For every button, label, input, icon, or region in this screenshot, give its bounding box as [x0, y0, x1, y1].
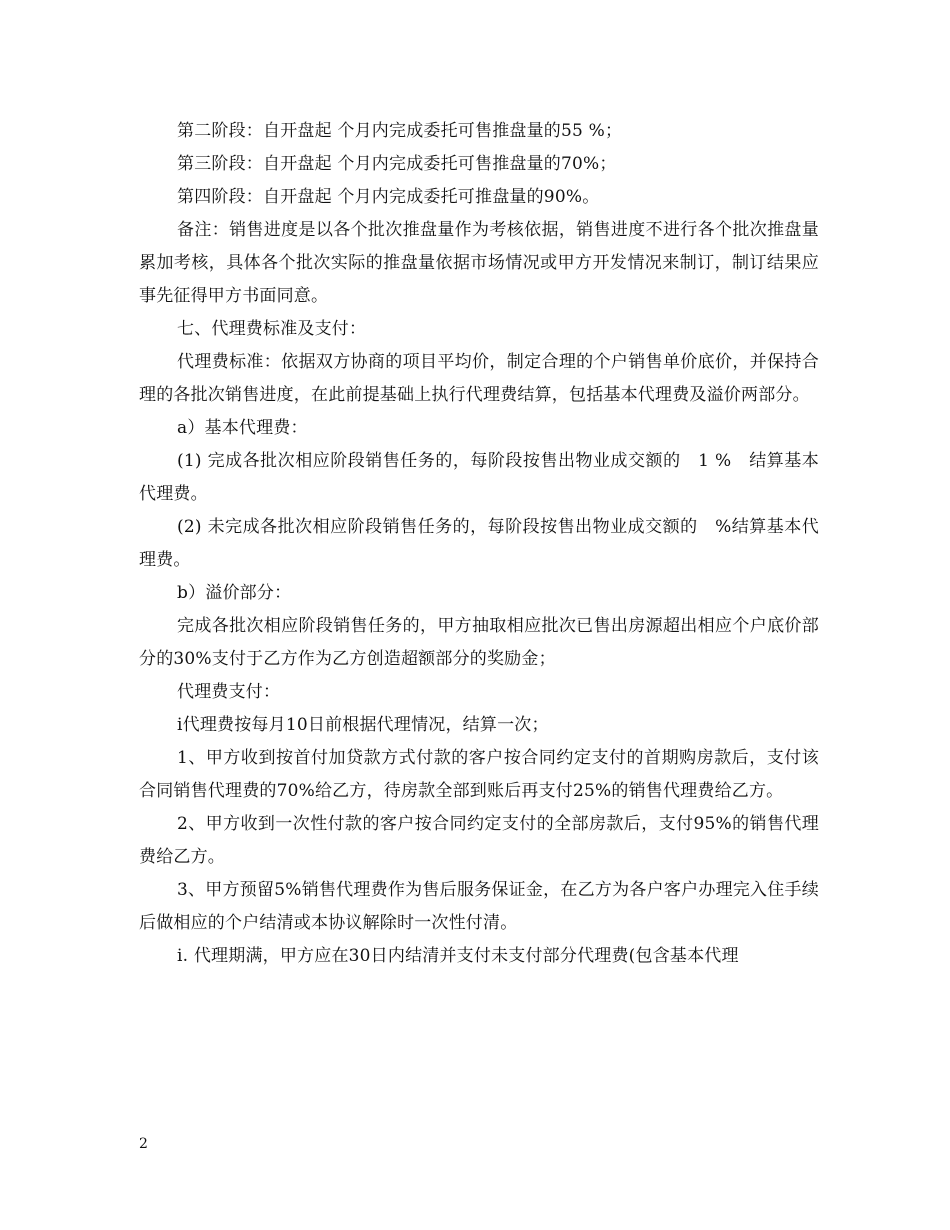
paragraph-stage-2: 第二阶段：自开盘起 个月内完成委托可售推盘量的55 %；	[177, 121, 623, 141]
subheading-premium: b）溢价部分：	[177, 583, 292, 603]
paragraph-term-expiry: i. 代理期满，甲方应在30日内结清并支付未支付部分代理费(包含基本代理	[177, 946, 739, 966]
paragraph-remark: 备注：销售进度是以各个批次推盘量作为考核依据，销售进度不进行各个批次推盘量累加考核，具体各个批次实际的推盘量依据市场情况或甲方开发情况来制订，制订结果应事先征得甲方书面同意。	[139, 220, 819, 306]
subheading-basic-fee: a）基本代理费：	[177, 418, 308, 438]
paragraph-basic-fee-1: (1) 完成各批次相应阶段销售任务的，每阶段按售出物业成交额的 1 % 结算基本代理费。	[139, 451, 819, 504]
section-heading-agency-fee: 七、代理费标准及支付：	[177, 319, 367, 339]
subheading-fee-payment: 代理费支付：	[177, 682, 281, 702]
paragraph-payment-schedule: i代理费按每月10日前根据代理情况，结算一次；	[177, 715, 549, 735]
paragraph-payment-1: 1、甲方收到按首付加贷款方式付款的客户按合同约定支付的首期购房款后，支付该合同销售代理费的70%给乙方，待房款全部到账后再支付25%的销售代理费给乙方。	[139, 748, 819, 801]
paragraph-basic-fee-2: (2) 未完成各批次相应阶段销售任务的，每阶段按售出物业成交额的 %结算基本代理费。	[139, 517, 819, 570]
paragraph-premium: 完成各批次相应阶段销售任务的，甲方抽取相应批次已售出房源超出相应个户底价部分的30%支付于乙方作为乙方创造超额部分的奖励金；	[139, 616, 819, 669]
document-body	[139, 115, 819, 973]
paragraph-payment-2: 2、甲方收到一次性付款的客户按合同约定支付的全部房款后，支付95%的销售代理费给乙方。	[139, 814, 819, 867]
paragraph-fee-standard: 代理费标准：依据双方协商的项目平均价，制定合理的个户销售单价底价，并保持合理的各批次销售进度，在此前提基础上执行代理费结算，包括基本代理费及溢价两部分。	[139, 352, 819, 405]
page-number: 2	[139, 1136, 148, 1152]
paragraph-payment-3: 3、甲方预留5%销售代理费作为售后服务保证金，在乙方为各户客户办理完入住手续后做相应的个户结清或本协议解除时一次性付清。	[139, 880, 819, 933]
paragraph-stage-3: 第三阶段：自开盘起 个月内完成委托可售推盘量的70%；	[177, 154, 617, 174]
paragraph-stage-4: 第四阶段：自开盘起 个月内完成委托可推盘量的90%。	[177, 187, 600, 207]
